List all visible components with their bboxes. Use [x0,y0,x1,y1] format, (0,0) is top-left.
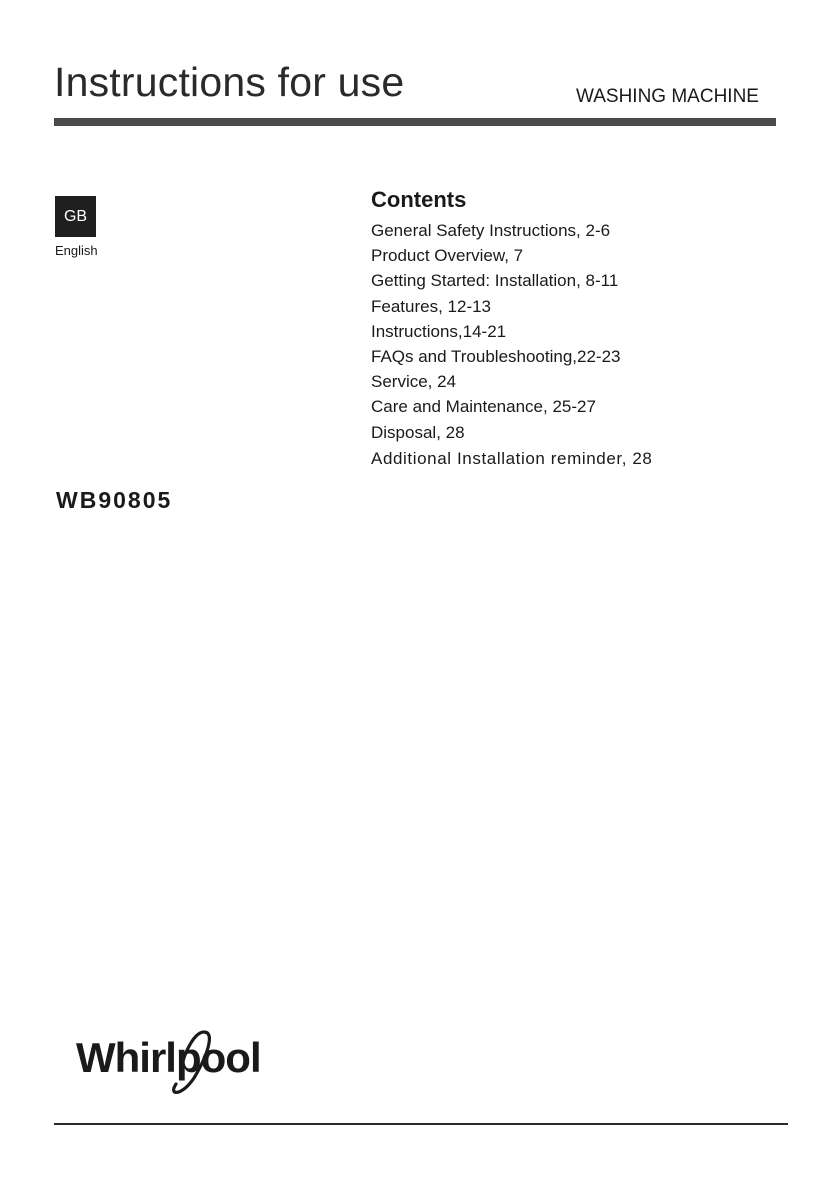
contents-list [371,218,652,471]
whirlpool-logo-graphic [76,1026,276,1098]
contents-item: Product Overview, 7 [371,246,524,266]
contents-item: Features, 12-13 [371,296,492,316]
language-badge: GB [55,196,96,237]
contents-item: Additional Installation reminder, 28 [371,448,653,468]
contents-item: Care and Maintenance, 25-27 [371,397,596,417]
header-divider [54,118,776,126]
model-number: WB90805 [56,487,173,513]
whirlpool-logo [76,1026,276,1098]
logo-wordmark: Whirlpool [76,1034,261,1081]
contents-item: Instructions,14-21 [371,321,507,341]
contents-item: Getting Started: Installation, 8-11 [371,271,619,291]
contents-heading: Contents [371,187,467,212]
footer-divider [54,1123,788,1125]
language-label: English [55,243,98,258]
table-of-contents [371,186,652,471]
product-type-label: WASHING MACHINE [576,86,759,107]
contents-item: General Safety Instructions, 2-6 [371,221,611,240]
contents-item: FAQs and Troubleshooting,22-23 [371,347,621,367]
page-title: Instructions for use [54,59,405,105]
contents-item: Service, 24 [371,372,457,392]
contents-item: Disposal, 28 [371,422,465,442]
